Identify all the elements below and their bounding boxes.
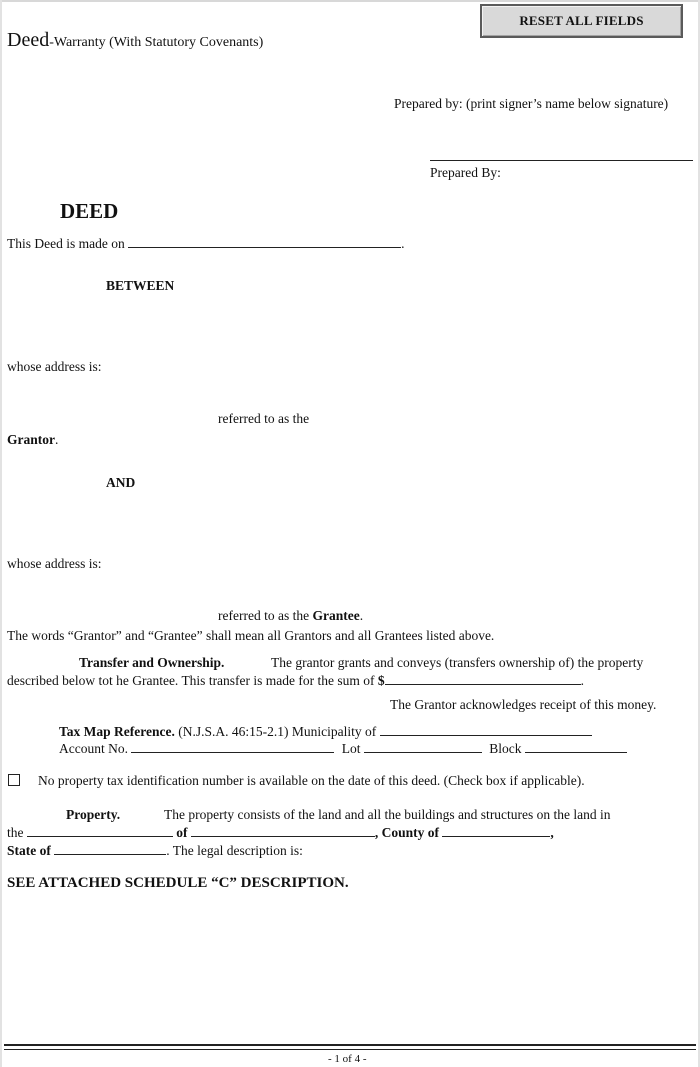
county-field[interactable]: [442, 825, 550, 837]
reset-all-fields-button[interactable]: RESET ALL FIELDS: [480, 4, 683, 38]
signer-name-field[interactable]: [430, 160, 693, 161]
no-tax-id-checkbox[interactable]: [8, 774, 20, 786]
tax-map-line: [59, 724, 592, 739]
property-line2: [7, 825, 554, 840]
municipality-field[interactable]: [380, 724, 592, 736]
transfer-period: .: [580, 673, 585, 688]
and-label: AND: [106, 475, 136, 490]
footer-rule-thin: [4, 1049, 696, 1050]
the-label: the: [7, 825, 24, 840]
currency-symbol: $: [377, 673, 385, 688]
words-meaning-text: The words “Grantor” and “Grantee” shall mean all Grantors and all Grantees listed above.: [7, 628, 495, 643]
lot-field[interactable]: [364, 741, 482, 753]
grantee-address-label: whose address is:: [7, 556, 102, 571]
title-subtitle: -Warranty (With Statutory Covenants): [49, 35, 264, 50]
prepared-by-label: Prepared By:: [430, 165, 501, 180]
municipality-type-field[interactable]: [27, 825, 173, 837]
account-line: [59, 741, 627, 756]
grantor-period: .: [55, 432, 59, 447]
deed-heading: DEED: [60, 199, 119, 223]
page-number: - 1 of 4 -: [328, 1053, 367, 1065]
title-deed: Deed: [7, 29, 50, 51]
made-on-line: [7, 236, 404, 251]
state-field[interactable]: [54, 843, 166, 855]
grantee-label: Grantee: [312, 608, 360, 623]
grantee-line: [218, 609, 363, 623]
property-municipality-field[interactable]: [191, 825, 375, 837]
block-field[interactable]: [525, 741, 627, 753]
document-title: [7, 30, 263, 50]
property-line1: The property consists of the land and all the buildings and structures on the land in: [164, 807, 611, 822]
account-no-field[interactable]: [131, 741, 334, 753]
property-heading: Property.: [66, 807, 121, 822]
prepared-by-note: Prepared by: (print signer’s name below signature): [394, 96, 669, 111]
property-line3: [7, 843, 303, 858]
frame-border-left: [0, 0, 2, 1067]
schedule-c-text: SEE ATTACHED SCHEDULE “C” DESCRIPTION.: [7, 875, 349, 891]
account-no-label: Account No.: [59, 741, 128, 756]
state-label: State of: [7, 843, 51, 858]
grantee-period: .: [359, 608, 364, 623]
tax-map-statute: (N.J.S.A. 46:15-2.1) Municipality of: [178, 724, 377, 739]
no-tax-id-text: No property tax identification number is available on the date of this deed. (Check box if applicable).: [38, 773, 585, 788]
of-label: of: [176, 825, 188, 840]
transfer-sum-text: described below tot he Grantee. This transfer is made for the sum of: [7, 673, 375, 688]
transfer-line2: [7, 673, 584, 688]
grantor-line: [7, 433, 58, 447]
grantor-referred-label: referred to as the: [218, 411, 310, 426]
grantor-label: Grantor: [7, 432, 55, 447]
footer-rule-thick: [4, 1044, 696, 1046]
acknowledge-text: The Grantor acknowledges receipt of this money.: [390, 697, 657, 712]
deed-date-field[interactable]: [128, 236, 401, 248]
grantee-referred-label: referred to as the: [218, 608, 310, 623]
frame-border-top: [0, 0, 700, 2]
tax-map-heading: Tax Map Reference.: [59, 724, 175, 739]
transfer-amount-field[interactable]: [385, 673, 581, 685]
lot-label: Lot: [341, 741, 361, 756]
between-label: BETWEEN: [106, 278, 175, 293]
transfer-line1: The grantor grants and conveys (transfers ownership of) the property: [271, 655, 644, 670]
made-on-label: This Deed is made on: [7, 236, 125, 251]
county-comma: ,: [550, 825, 554, 840]
block-label: Block: [489, 741, 522, 756]
made-on-period: .: [401, 236, 405, 251]
transfer-heading: Transfer and Ownership.: [79, 655, 225, 670]
grantor-address-label: whose address is:: [7, 359, 102, 374]
county-label: , County of: [374, 825, 440, 840]
legal-description-label: . The legal description is:: [166, 843, 303, 858]
